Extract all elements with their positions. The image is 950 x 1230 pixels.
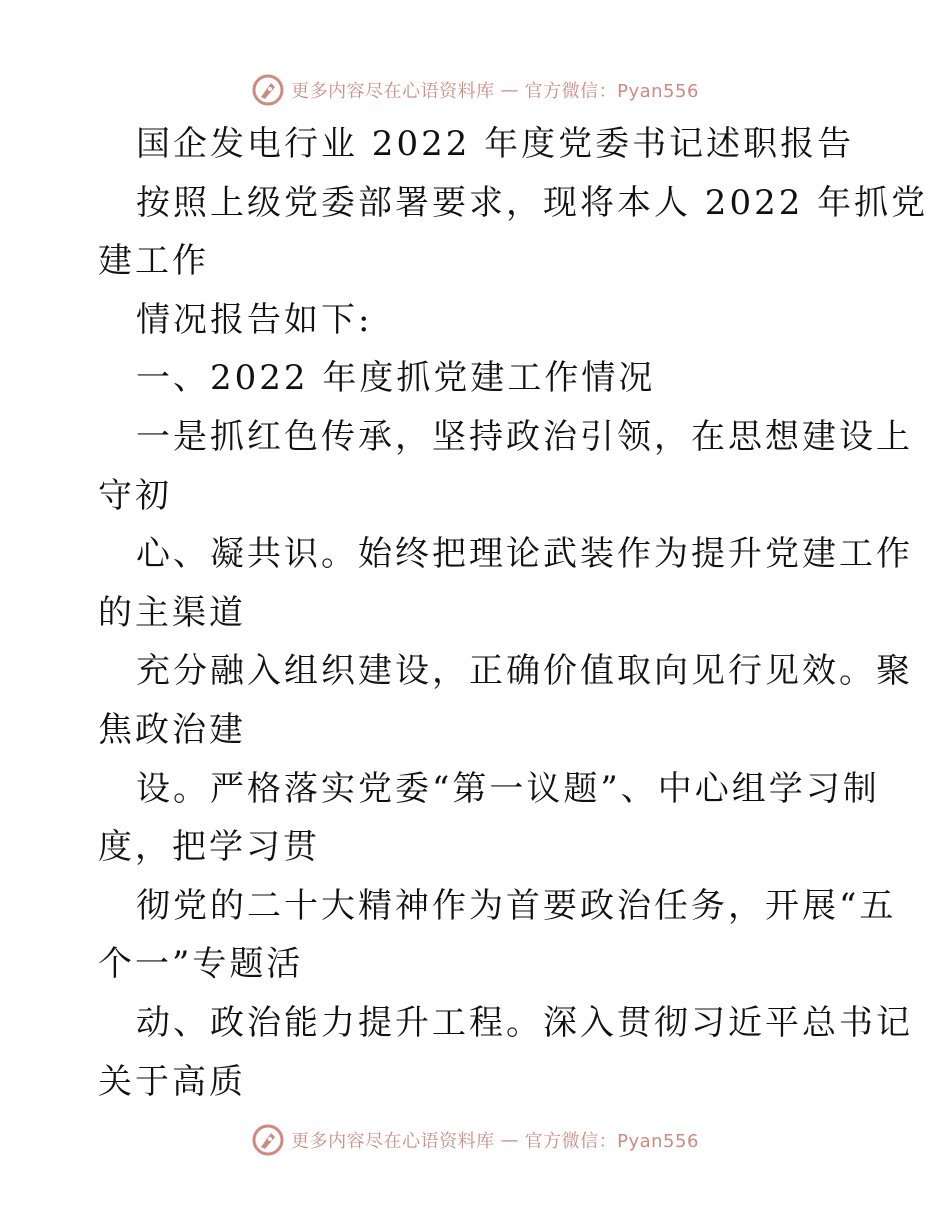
watermark-separator: — xyxy=(500,79,519,101)
document-line: 个一”专题活 xyxy=(98,944,304,985)
document-line: 度，把学习贯 xyxy=(98,827,320,868)
document-line: 关于高质 xyxy=(98,1061,246,1102)
document-line: 守初 xyxy=(98,475,172,516)
header-watermark xyxy=(0,70,950,110)
document-line: 按照上级党委部署要求，现将本人 2022 年抓党 xyxy=(136,182,929,223)
document-line: 充分融入组织建设，正确价值取向见行见效。聚 xyxy=(136,651,913,692)
document-line: 国企发电行业 2022 年度党委书记述职报告 xyxy=(136,124,855,164)
footer-watermark xyxy=(0,1120,950,1160)
document-line: 焦政治建 xyxy=(98,710,246,750)
document-line: 动、政治能力提升工程。深入贯彻习近平总书记 xyxy=(136,1003,913,1043)
watermark-wechat: 官方微信：Pyan556 xyxy=(524,1131,699,1152)
document-line: 的主渠道 xyxy=(98,592,246,633)
document-line: 彻党的二十大精神作为首要政治任务，开展“五 xyxy=(136,885,897,926)
document-line: 一是抓红色传承，坚持政治引领，在思想建设上 xyxy=(136,417,913,457)
watermark-separator: — xyxy=(500,1129,519,1151)
watermark-wechat: 官方微信：Pyan556 xyxy=(524,81,699,102)
pen-nib-logo-icon xyxy=(251,73,285,107)
watermark-text: 更多内容尽在心语资料库 xyxy=(291,81,495,102)
document-line: 情况报告如下: xyxy=(136,299,373,340)
document-line: 设。严格落实党委“第一议题”、中心组学习制 xyxy=(136,768,880,809)
document-line: 一、2022 年度抓党建工作情况 xyxy=(136,358,656,399)
document-line: 心、凝共识。始终把理论武装作为提升党建工作 xyxy=(136,534,913,575)
pen-nib-logo-icon xyxy=(251,1123,285,1157)
watermark-text: 更多内容尽在心语资料库 xyxy=(291,1131,495,1152)
document-line: 建工作 xyxy=(98,241,209,282)
